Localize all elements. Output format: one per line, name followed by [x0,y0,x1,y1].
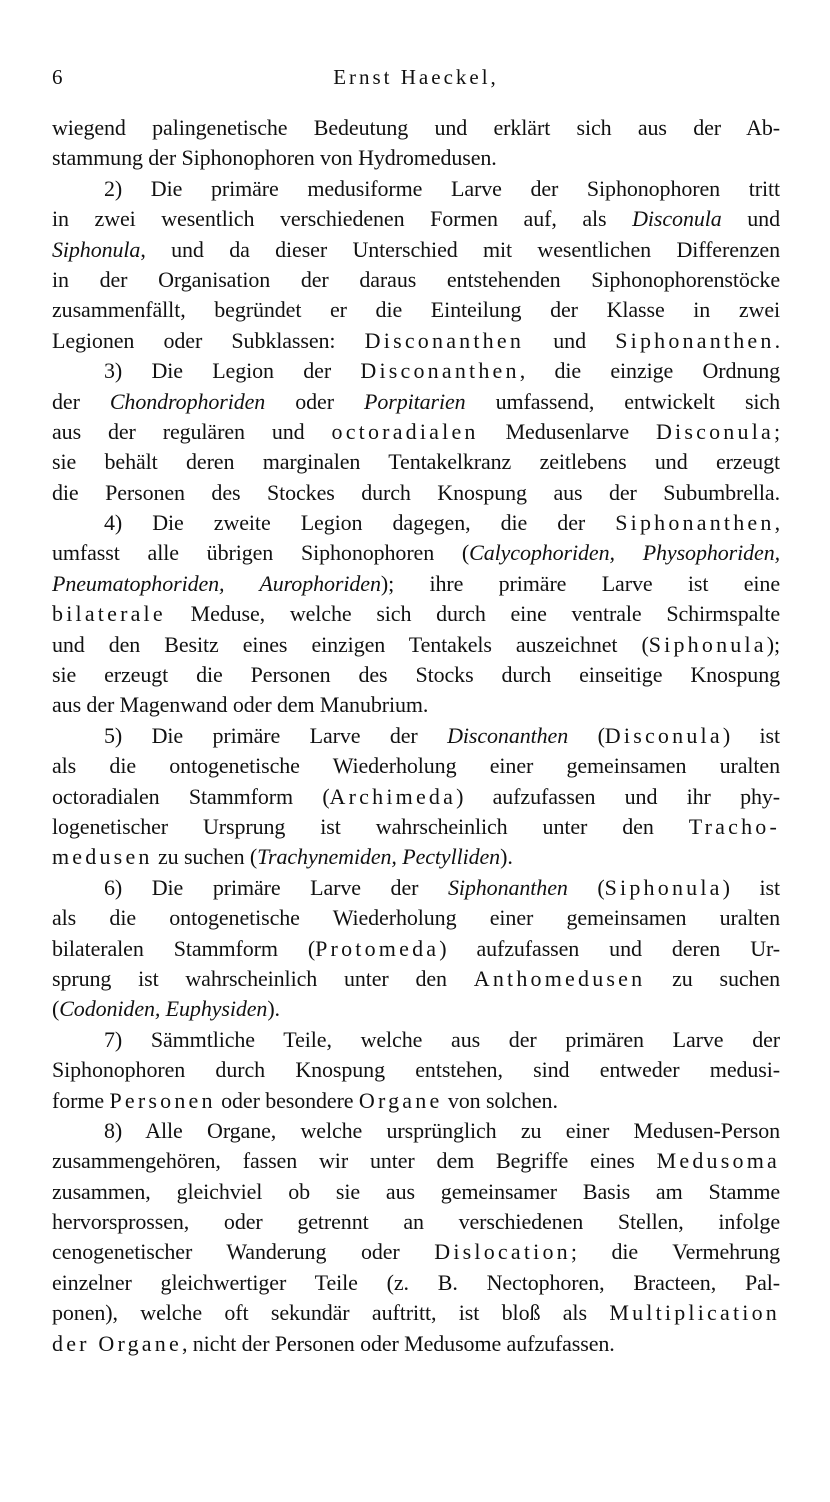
text-line: die Personen des Stockes durch Knospung aus der Subumbrella. [52,479,780,505]
text-line: 8) Alle Organe, welche ursprünglich zu einer Medusen-Person [104,1117,780,1143]
text-line: umfasst alle übrigen Siphonophoren (Calycophoriden, Physophoriden, [52,540,780,566]
text-line: sie erzeugt die Personen des Stocks durch einseitige Knospung [52,662,780,688]
text-line: aus der regulären und octoradialen Medusenlarve Disconula; [52,418,780,444]
text-line: bilateralen Stammform (Protomeda) aufzufassen und deren Ur- [52,935,780,961]
text-line: medusen zu suchen (Trachynemiden, Pectylliden). [52,844,513,870]
text-line: zusammenfällt, begründet er die Einteilung der Klasse in zwei [52,297,780,323]
text-line: zusammengehören, fassen wir unter dem Begriffe eines Medusoma [52,1148,780,1174]
text-line: octoradialen Stammform (Archimeda) aufzufassen und ihr phy- [52,783,781,809]
page-number: 6 [52,65,63,89]
text-line: 6) Die primäre Larve der Siphonanthen (Siphonula) ist [104,874,780,900]
text-line: forme Personen oder besondere Organe von solchen. [52,1087,558,1113]
text-line: sprung ist wahrscheinlich unter den Anthomedusen zu suchen [52,965,781,991]
text-line: stammung der Siphonophoren von Hydromedusen. [52,145,497,171]
text-line: 3) Die Legion der Disconanthen, die einzige Ordnung [104,358,780,384]
text-line: wiegend palingenetische Bedeutung und erklärt sich aus der Ab- [52,115,780,140]
text-line: der Organe, nicht der Personen oder Medusome aufzufassen. [52,1330,615,1356]
page-header [52,60,780,94]
text-line: 4) Die zweite Legion dagegen, die der Siphonanthen, [104,510,780,536]
text-line: einzelner gleichwertiger Teile (z. B. Nectophoren, Bracteen, Pal- [52,1269,780,1295]
text-line: Siphonula, und da dieser Unterschied mit wesentlichen Differenzen [52,236,780,262]
text-line: 2) Die primäre medusiforme Larve der Siphonophoren tritt [104,175,780,201]
text-line: Siphonophoren durch Knospung entstehen, sind entweder medusi- [52,1057,780,1083]
text-line: logenetischer Ursprung ist wahrscheinlich unter den Tracho- [52,813,780,839]
text-line: 5) Die primäre Larve der Disconanthen (Disconula) ist [104,722,780,748]
text-line: (Codoniden, Euphysiden). [52,996,280,1022]
text-line: als die ontogenetische Wiederholung einer gemeinsamen uralten [52,753,780,779]
body-text [52,113,780,1359]
text-line: in zwei wesentlich verschiedenen Formen auf, als Disconula und [52,206,780,232]
text-line: Legionen oder Subklassen: Disconanthen und Siphonanthen. [52,327,780,353]
text-line: 7) Sämmtliche Teile, welche aus der primären Larve der [104,1026,780,1052]
text-line: der Chondrophoriden oder Porpitarien umfassend, entwickelt sich [52,388,780,414]
text-line: als die ontogenetische Wiederholung einer gemeinsamen uralten [52,905,780,931]
text-line: bilaterale Meduse, welche sich durch eine ventrale Schirmspalte [52,601,780,627]
text-line: ponen), welche oft sekundär auftritt, ist bloß als Multiplication [52,1300,780,1326]
text-line: aus der Magenwand oder dem Manubrium. [52,692,429,718]
text-line: und den Besitz eines einzigen Tentakels auszeichnet (Siphonula); [52,631,780,657]
text-line: hervorsprossen, oder getrennt an verschiedenen Stellen, infolge [52,1209,780,1235]
text-line: zusammen, gleichviel ob sie aus gemeinsamer Basis am Stamme [52,1178,780,1204]
text-line: cenogenetischer Wanderung oder Dislocation; die Vermehrung [52,1239,780,1265]
text-line: in der Organisation der daraus entstehenden Siphonophorenstöcke [52,266,780,292]
text-line: sie behält deren marginalen Tentakelkranz zeitlebens und erzeugt [52,449,780,475]
running-head: Ernst Haeckel, [333,65,499,89]
text-line: Pneumatophoriden, Aurophoriden); ihre primäre Larve ist eine [52,570,780,596]
